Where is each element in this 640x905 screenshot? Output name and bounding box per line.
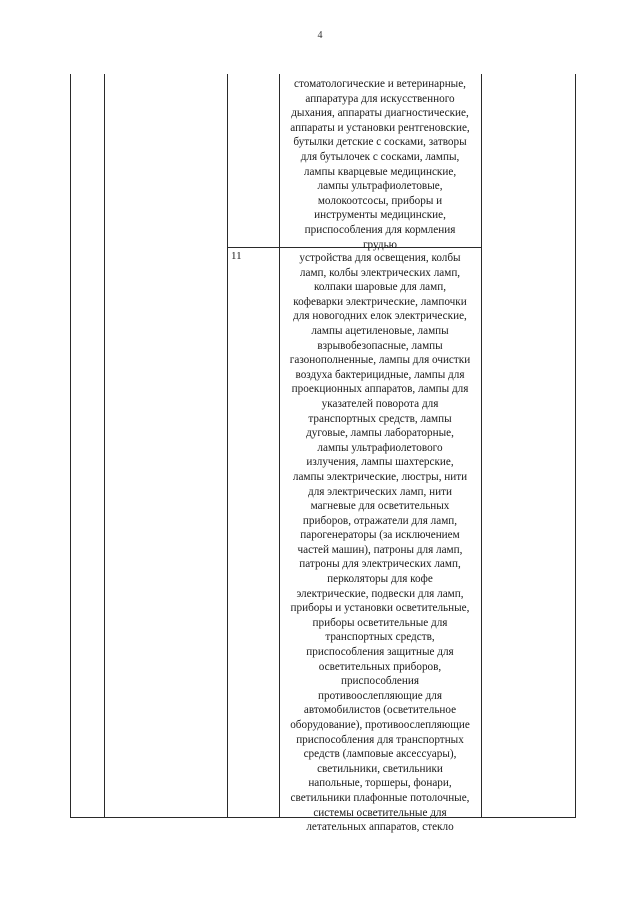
goods-line: приспособления	[340, 675, 420, 688]
goods-line: для электрических ламп, нити	[308, 485, 452, 498]
goods-line: лампы ультрафиолетового	[317, 441, 443, 454]
goods-line: транспортных средств,	[325, 631, 435, 644]
goods-line: проекционных аппаратов, лампы для	[291, 383, 469, 396]
goods-line: ламп, колбы электрических ламп,	[299, 266, 461, 279]
goods-line: частей машин), патроны для ламп,	[297, 543, 463, 556]
table-border-right	[575, 74, 576, 818]
goods-line: стоматологические и ветеринарные,	[294, 78, 466, 90]
table-border-left	[70, 74, 71, 818]
goods-line: дуговые, лампы лабораторные,	[306, 427, 454, 440]
goods-line: дыхания, аппараты диагностические,	[291, 107, 469, 120]
goods-line: осветительных приборов,	[318, 660, 442, 673]
goods-line: приспособления для транспортных	[296, 733, 464, 746]
goods-line: светильники, светильники	[317, 762, 443, 775]
goods-line: для новогодних елок электрические,	[293, 310, 467, 323]
goods-line: приспособления для кормления	[304, 223, 456, 236]
goods-line: лампы кварцевые медицинские,	[303, 165, 457, 178]
goods-line: патроны для электрических ламп,	[299, 558, 461, 571]
goods-line: молокоотсосы, приборы и	[317, 194, 443, 207]
goods-line: автомобилистов (осветительное	[303, 704, 457, 717]
column-divider	[227, 74, 228, 818]
page-number: 4	[317, 30, 323, 41]
goods-line: парогенераторы (за исключением	[300, 529, 460, 542]
goods-line: колпаки шаровые для ламп,	[313, 281, 447, 294]
goods-line: излучения, лампы шахтерские,	[306, 456, 454, 469]
goods-line: приборы и установки осветительные,	[290, 602, 470, 615]
goods-line: противоослепляющие для	[318, 689, 442, 702]
goods-line: электрические, подвески для ламп,	[296, 587, 464, 600]
goods-line: приспособления защитные для	[306, 646, 454, 659]
goods-line: газонополненные, лампы для очистки	[289, 354, 471, 367]
goods-line: для бутылочек с сосками, лампы,	[300, 150, 460, 163]
goods-line: оборудование), противоослепляющие	[290, 719, 470, 731]
goods-line: магневые для осветительных	[310, 500, 450, 513]
goods-line: средств (ламповые аксессуары),	[303, 748, 457, 761]
goods-table	[70, 74, 576, 834]
goods-line: бутылки детские с сосками, затворы	[293, 136, 467, 149]
goods-line: напольные, торшеры, фонари,	[308, 777, 452, 790]
class-number: 11	[231, 250, 242, 262]
goods-line: системы осветительные для	[313, 806, 447, 819]
goods-line: перколяторы для кофе	[327, 573, 433, 586]
goods-line: лампы ультрафиолетовые,	[317, 180, 443, 193]
goods-cell	[279, 77, 481, 252]
goods-line: взрывобезопасные, лампы	[317, 339, 443, 352]
goods-line: устройства для освещения, колбы	[299, 252, 461, 264]
goods-line: светильники плафонные потолочные,	[290, 791, 470, 804]
goods-line: приборов, отражатели для ламп,	[302, 514, 458, 527]
goods-line: аппараты и установки рентгеновские,	[290, 121, 470, 134]
goods-line: грудью	[362, 238, 398, 251]
goods-line: кофеварки электрические, лампочки	[293, 295, 467, 308]
goods-line: лампы ацетиленовые, лампы	[311, 324, 449, 337]
goods-cell	[279, 251, 481, 835]
column-divider	[481, 74, 482, 818]
column-divider	[104, 74, 105, 818]
goods-line: воздуха бактерицидные, лампы для	[295, 368, 465, 381]
goods-line: аппаратура для искусственного	[305, 92, 455, 105]
goods-line: инструменты медицинские,	[314, 209, 446, 222]
goods-line: лампы электрические, люстры, нити	[292, 470, 468, 483]
goods-line: транспортных средств, лампы	[308, 412, 452, 425]
goods-line: указателей поворота для	[321, 397, 439, 410]
goods-line: летательных аппаратов, стекло	[306, 821, 454, 834]
goods-line: приборы осветительные для	[312, 616, 448, 629]
